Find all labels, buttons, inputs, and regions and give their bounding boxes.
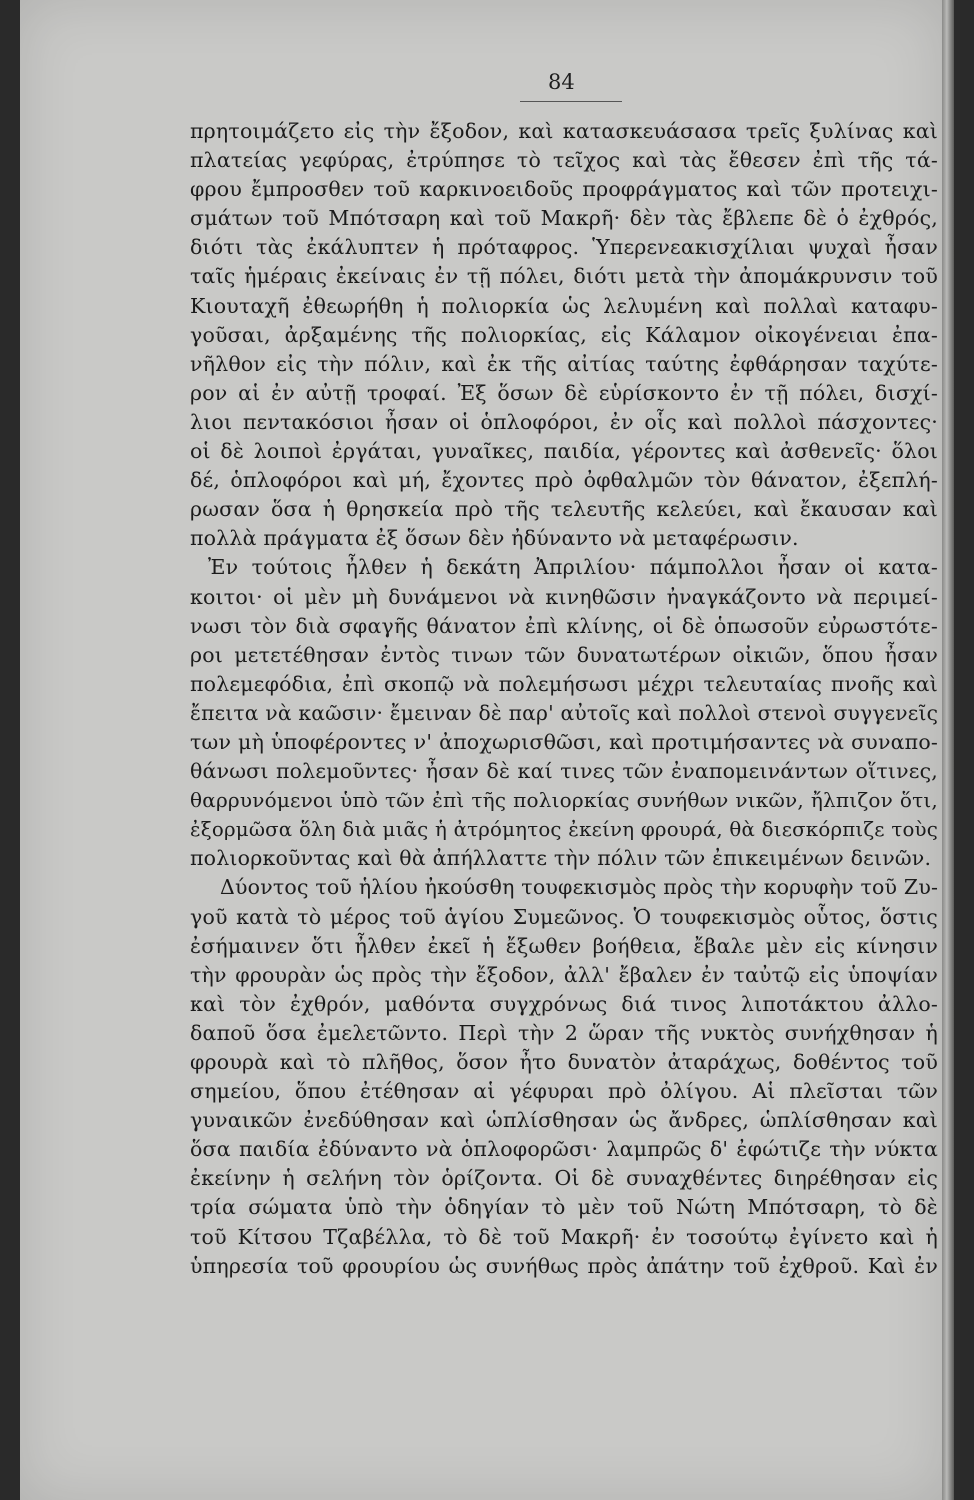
text-line: λιοι πεντακόσιοι ἦσαν οἱ ὁπλοφόροι, ἐν οἷς καὶ πολλοὶ πάσχοντες· <box>190 409 938 434</box>
text-line: ἔπειτα νὰ καῶσιν· ἔμειναν δὲ παρ' αὐτοῖς καὶ πολλοὶ στενοὶ συγγενεῖς <box>190 700 939 725</box>
text-line: σμάτων τοῦ Μπότσαρη καὶ τοῦ Μακρῆ· δὲν τὰς ἔβλεπε δὲ ὁ ἐχθρός, <box>190 206 938 231</box>
text-line: πολιορκοῦντας καὶ θὰ ἀπήλλαττε τὴν πόλιν τῶν ἐπικειμένων δεινῶν. <box>190 846 932 871</box>
text-line: φρου ἔμπροσθεν τοῦ καρκινοειδοῦς προφράγματος καὶ τῶν προτειχι- <box>190 177 938 202</box>
page-number: 84 <box>548 70 575 94</box>
text-line: γοῦ κατὰ τὸ μέρος τοῦ ἁγίου Συμεῶνος. Ὁ τουφεκισμὸς οὗτος, ὅστις <box>190 904 938 929</box>
text-line: τοῦ Κίτσου Τζαβέλλα, τὸ δὲ τοῦ Μακρῆ· ἐν τοσούτῳ ἐγίνετο καὶ ἡ <box>190 1224 938 1249</box>
text-line: ἐξορμῶσα ὅλη διὰ μιᾶς ἡ ἀτρόμητος ἐκείνη φρουρά, θὰ διεσκόρπιζε τοὺς <box>190 818 938 842</box>
text-line: Κιουταχῆ ἐθεωρήθη ἡ πολιορκία ὡς λελυμένη καὶ πολλαὶ καταφυ- <box>190 293 938 318</box>
text-line: ὅσα παιδία ἐδύναντο νὰ ὁπλοφορῶσι· λαμπρῶς δ' ἐφώτιζε τὴν νύκτα <box>190 1137 938 1162</box>
text-line: ρον αἱ ἐν αὐτῇ τροφαί. Ἐξ ὅσων δὲ εὑρίσκοντο ἐν τῇ πόλει, δισχί- <box>190 380 938 405</box>
text-line: ὑπηρεσία τοῦ φρουρίου ὡς συνήθως πρὸς ἀπάτην τοῦ ἐχθροῦ. Καὶ ἐν <box>190 1253 938 1278</box>
page-number-rule <box>520 101 622 102</box>
text-line: ροι μετετέθησαν ἐντὸς τινων τῶν δυνατωτέρων οἰκιῶν, ὅπου ἦσαν <box>190 642 938 667</box>
paragraph-first-line: Δύοντος τοῦ ἡλίου ἠκούσθη τουφεκισμὸς πρὸς τὴν κορυφὴν τοῦ Ζυ- <box>220 875 939 900</box>
text-line: καὶ τὸν ἐχθρόν, μαθόντα συγχρόνως διά τινος λιποτάκτου ἀλλο- <box>190 991 938 1016</box>
text-line: γυναικῶν ἐνεδύθησαν καὶ ὡπλίσθησαν ὡς ἄνδρες, ὡπλίσθησαν καὶ <box>190 1108 938 1133</box>
text-line: οἱ δὲ λοιποὶ ἐργάται, γυναῖκες, παιδία, γέροντες καὶ ἀσθενεῖς· ὅλοι <box>190 439 938 464</box>
text-line: δαποῦ ὅσα ἐμελετῶντο. Περὶ τὴν 2 ὥραν τῆς νυκτὸς συνήχθησαν ἡ <box>190 1020 938 1045</box>
text-line: πολλὰ πράγματα ἐξ ὅσων δὲν ἠδύναντο νὰ μεταφέρωσιν. <box>190 526 799 551</box>
text-line: σημείου, ὅπου ἐτέθησαν αἱ γέφυραι πρὸ ὀλίγου. Αἱ πλεῖσται τῶν <box>190 1079 938 1104</box>
text-line: πρητοιμάζετο εἰς τὴν ἔξοδον, καὶ κατασκευάσασα τρεῖς ξυλίνας καὶ <box>190 119 938 143</box>
text-line: πλατείας γεφύρας, ἐτρύπησε τὸ τεῖχος καὶ τὰς ἔθεσεν ἐπὶ τῆς τά- <box>190 148 938 173</box>
text-line: ταῖς ἡμέραις ἐκείναις ἐν τῇ πόλει, διότι μετὰ τὴν ἀπομάκρυνσιν τοῦ <box>190 264 938 289</box>
text-line: ἐκείνην ἡ σελήνη τὸν ὁρίζοντα. Οἱ δὲ συναχθέντες διηρέθησαν εἰς <box>190 1166 938 1191</box>
text-line: τρία σώματα ὑπὸ τὴν ὁδηγίαν τὸ μὲν τοῦ Νώτη Μπότσαρη, τὸ δὲ <box>190 1195 938 1220</box>
text-line: πολεμεφόδια, ἐπὶ σκοπῷ νὰ πολεμήσωσι μέχρι τελευταίας πνοῆς καὶ <box>190 671 938 696</box>
text-line: δέ, ὁπλοφόροι καὶ μή, ἔχοντες πρὸ ὀφθαλμῶν τὸν θάνατον, ἐξεπλή- <box>190 468 938 493</box>
text-line: τὴν φρουρὰν ὡς πρὸς τὴν ἔξοδον, ἀλλ' ἔβαλεν ἐν ταὐτῷ εἰς ὑποψίαν <box>190 962 938 987</box>
text-line: φρουρὰ καὶ τὸ πλῆθος, ὅσον ἦτο δυνατὸν ἀταράχως, δοθέντος τοῦ <box>190 1050 938 1074</box>
text-line: διότι τὰς ἐκάλυπτεν ἡ πρόταφρος. Ὑπερενεακισχίλιαι ψυχαὶ ἦσαν <box>190 235 938 260</box>
page-edge <box>942 0 954 1500</box>
text-line: ἐσήμαινεν ὅτι ἦλθεν ἐκεῖ ἡ ἔξωθεν βοήθεια, ἔβαλε μὲν εἰς κίνησιν <box>190 933 938 958</box>
text-line: νῆλθον εἰς τὴν πόλιν, καὶ ἐκ τῆς αἰτίας ταύτης ἐφθάρησαν ταχύτε- <box>190 351 938 376</box>
paragraph-first-line: Ἐν τούτοις ἦλθεν ἡ δεκάτη Ἀπριλίου· πάμπολλοι ἦσαν οἱ κατα- <box>208 555 938 580</box>
text-line: κοιτοι· οἱ μὲν μὴ δυνάμενοι νὰ κινηθῶσιν ἠναγκάζοντο νὰ περιμεί- <box>190 584 938 609</box>
text-line: νωσι τὸν διὰ σφαγῆς θάνατον ἐπὶ κλίνης, οἱ δὲ ὁπωσοῦν εὐρωστότε- <box>190 613 938 638</box>
text-line: θαρρυνόμενοι ὑπὸ τῶν ἐπὶ τῆς πολιορκίας συνήθων νικῶν, ἤλπιζον ὅτι, <box>190 788 938 813</box>
text-line: των μὴ ὑποφέροντες ν' ἀποχωρισθῶσι, καὶ προτιμήσαντες νὰ συναπο- <box>190 729 938 754</box>
text-line: θάνωσι πολεμοῦντες· ἦσαν δὲ καί τινες τῶν ἐναπομεινάντων οἵτινες, <box>190 759 938 784</box>
text-line: γοῦσαι, ἀρξαμένης τῆς πολιορκίας, εἰς Κάλαμον οἰκογένειαι ἐπα- <box>190 322 938 347</box>
text-line: ρωσαν ὅσα ἡ θρησκεία πρὸ τῆς τελευτῆς κελεύει, καὶ ἔκαυσαν καὶ <box>190 497 938 522</box>
body-text <box>190 117 938 1281</box>
